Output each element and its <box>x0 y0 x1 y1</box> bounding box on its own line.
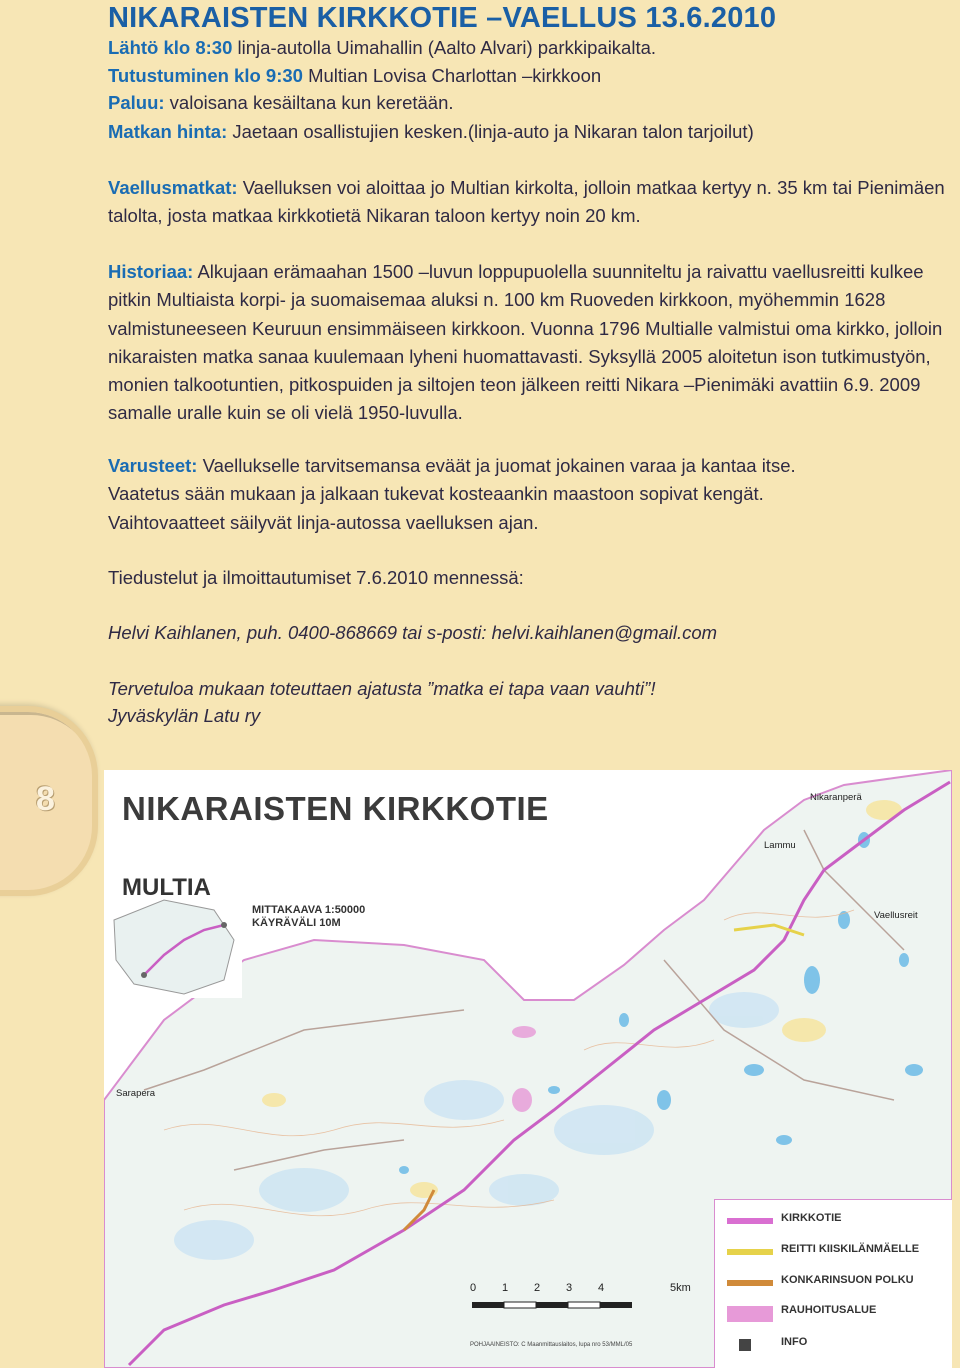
closing-line1: Tervetuloa mukaan toteuttaen ajatusta ”matka ei tapa vaan vauhti”! <box>108 678 656 699</box>
visit-label: Tutustuminen klo 9:30 <box>108 65 303 86</box>
legend-item <box>715 1336 952 1358</box>
map-scale-info <box>252 904 365 930</box>
equipment-line2: Vaatetus sään mukaan ja jalkaan tukevat kosteaankin maastoon sopivat kengät. <box>108 483 764 505</box>
legend-label: REITTI KIISKILÄNMÄELLE <box>781 1243 920 1255</box>
equipment-line1: Vaellukselle tarvitsemansa eväät ja juomat jokainen varaa ja kantaa itse. <box>197 455 796 476</box>
legend-item <box>715 1274 952 1296</box>
page-title: NIKARAISTEN KIRKKOTIE –VAELLUS 13.6.2010 <box>108 2 777 34</box>
scale-tick-5: 5km <box>670 1282 691 1294</box>
scale-tick-2: 2 <box>534 1282 541 1294</box>
departure-label: Lähtö klo 8:30 <box>108 37 233 58</box>
departure-text: linja-autolla Uimahallin (Aalto Alvari) parkkipaikalta. <box>232 37 657 58</box>
legend-item <box>715 1212 952 1234</box>
place-lammu: Lammu <box>764 840 796 851</box>
return-label: Paluu: <box>108 92 165 113</box>
legend-label: KONKARINSUON POLKU <box>781 1274 914 1286</box>
place-nikaranpera: Nikaranperä <box>810 792 862 803</box>
closing-line2: Jyväskylän Latu ry <box>108 705 261 726</box>
place-vaellusreitti: Vaellusreit <box>874 910 918 921</box>
visit-text: Multian Lovisa Charlottan –kirkkoon <box>302 65 602 86</box>
hike-label: Vaellusmatkat: <box>108 177 238 198</box>
legend-swatch <box>727 1306 773 1322</box>
departure-line <box>108 34 656 62</box>
info-icon <box>739 1339 751 1351</box>
legend-label: KIRKKOTIE <box>781 1212 842 1224</box>
history-label: Historiaa: <box>108 261 194 282</box>
legend-label: RAUHOITUSALUE <box>781 1304 877 1316</box>
legend-item <box>715 1243 952 1265</box>
scale-bar <box>472 1302 632 1308</box>
history-text: Alkujaan erämaahan 1500 –luvun loppupuolella suunniteltu ja raivattu vaellusreitti kulkee pitkin Multiaista korpi- ja suomaisemaa aluksi n. 100 km Ruoveden kirkkoon, myöhemmin 1628 valmistuneeseen Keuruun ensimmäiseen kirkkoon. Vuonna 1796 Multialle valmistui oma kirkko, jolloin nikaraisten matka sanaa kuulemaan lyheni huomattavasti. Syksyllä 2005 aloitetun ison tutkimustyön, monien talkootuntien, pitkospuiden ja siltojen teon jälkeen reitti Nikara –Pienimäki avattiin 6.9. 2009 samalle uralle kuin se oli vielä 1950-luvulla. <box>108 261 943 424</box>
equipment-paragraph <box>108 452 954 537</box>
map-credits: POHJAAINEISTO: C Maanmittauslaitos, lupa nro 53/MML/05 <box>470 1342 633 1348</box>
scale-tick-4: 4 <box>598 1282 605 1294</box>
place-sarapera: Sarapera <box>116 1088 156 1099</box>
map-scale-line2: KÄYRÄVÄLI 10M <box>252 917 341 929</box>
route-map <box>104 770 952 1368</box>
history-paragraph <box>108 258 954 428</box>
map-title: NIKARAISTEN KIRKKOTIE <box>122 790 549 827</box>
price-text: Jaetaan osallistujien kesken.(linja-auto ja Nikaran talon tarjoilut) <box>227 121 754 142</box>
page-number: 8 <box>36 780 55 818</box>
legend-label: INFO <box>781 1336 808 1348</box>
visit-line <box>108 62 601 90</box>
scale-tick-3: 3 <box>566 1282 573 1294</box>
equipment-label: Varusteet: <box>108 455 198 476</box>
hike-paragraph <box>108 174 954 231</box>
map-scale-line1: MITTAKAAVA 1:50000 <box>252 904 366 916</box>
return-text: valoisana kesäiltana kun keretään. <box>164 92 454 113</box>
inquiries-text: Tiedustelut ja ilmoittautumiset 7.6.2010 mennessä: <box>108 567 524 588</box>
map-legend <box>715 1200 952 1368</box>
hike-text: Vaelluksen voi aloittaa jo Multian kirkolta, jolloin matkaa kertyy n. 35 km tai Pienimäen talolta, josta matkaa kirkkotietä Nikaran taloon kertyy noin 20 km. <box>108 177 945 227</box>
scale-tick-1: 1 <box>502 1282 509 1294</box>
map-subtitle: MULTIA <box>122 874 211 901</box>
legend-swatch <box>727 1280 773 1286</box>
legend-swatch <box>727 1249 773 1255</box>
equipment-line3: Vaihtovaatteet säilyvät linja-autossa vaelluksen ajan. <box>108 511 539 533</box>
scale-tick-0: 0 <box>470 1282 477 1294</box>
price-line <box>108 118 754 146</box>
return-line <box>108 89 454 117</box>
contact-text: Helvi Kaihlanen, puh. 0400-868669 tai s-posti: helvi.kaihlanen@gmail.com <box>108 622 718 643</box>
inset-map <box>110 888 242 998</box>
legend-swatch <box>727 1218 773 1224</box>
price-label: Matkan hinta: <box>108 121 228 142</box>
legend-item <box>715 1304 952 1326</box>
